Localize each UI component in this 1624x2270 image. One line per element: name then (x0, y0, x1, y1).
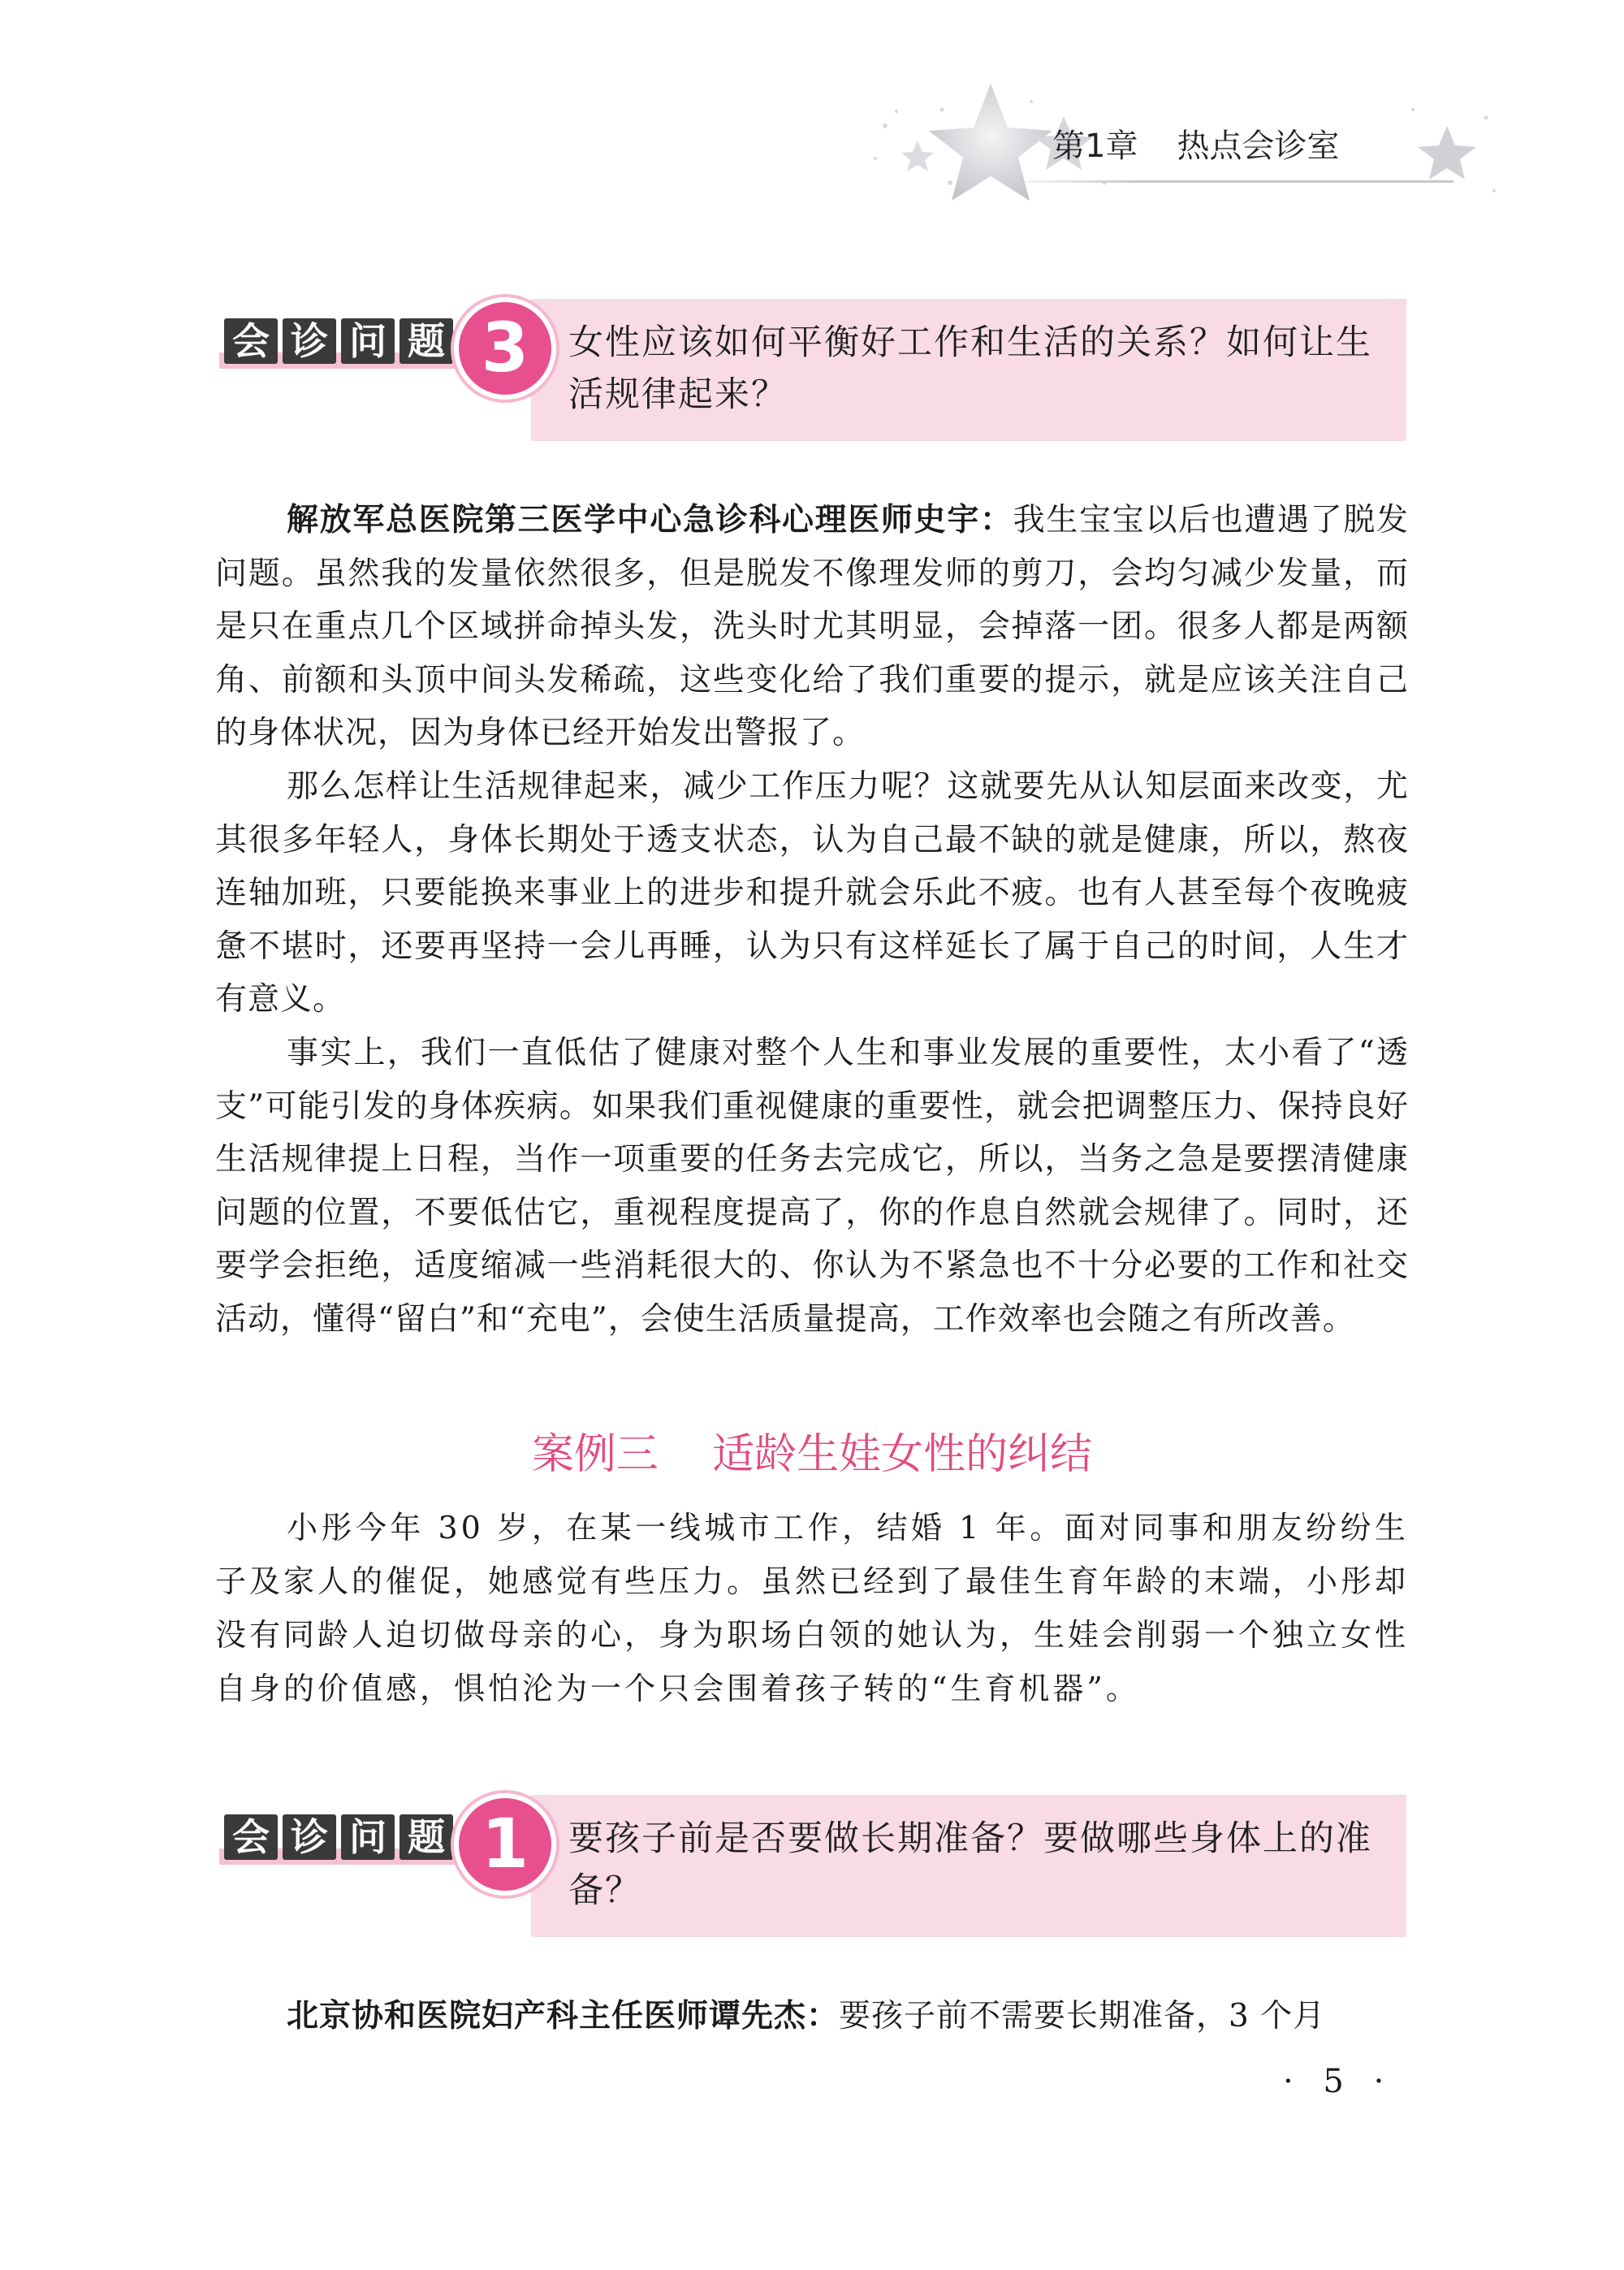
answer-text: 要孩子前不需要长期准备，3 个月 (839, 1998, 1326, 2034)
consult-question-badge (224, 318, 453, 364)
chapter-title: 热点会诊室 (1177, 128, 1340, 165)
badge-char: 诊 (283, 1814, 336, 1860)
question-number: 1 (481, 1804, 529, 1883)
consult-question-1 (213, 1795, 1406, 1937)
badge-char: 问 (341, 1814, 395, 1860)
case-paragraph: 小彤今年 30 岁，在某一线城市工作，结婚 1 年。面对同事和朋友纷纷生子及家人的催促，她感觉有些压力。虽然已经到了最佳生育年龄的末端，小彤却没有同龄人迫切做母亲的心，身为职场白领的她认为，生娃会削弱一个独立女性自身的价值感，惧怕沦为一个只会围着孩子转的“生育机器”。 (215, 1510, 1410, 1706)
badge-char: 问 (341, 318, 395, 364)
case-label: 案例三 (531, 1430, 659, 1479)
badge-char: 题 (400, 1814, 453, 1860)
answer-text: 我生宝宝以后也遭遇了脱发问题。虽然我的发量依然很多，但是脱发不像理发师的剪刀，会均匀减少发量，而是只在重点几个区域拼命掉头发，洗头时尤其明显，会掉落一团。很多人都是两额角、前额和头顶中间头发稀疏，这些变化给了我们重要的提示，就是应该关注自己的身体状况，因为身体已经开始发出警报了。 (215, 502, 1409, 751)
answer-paragraph-1 (215, 494, 1409, 760)
speaker-name: 北京协和医院妇产科主任医师谭先杰： (287, 1998, 840, 2034)
chapter-heading (1052, 120, 1339, 166)
badge-char: 诊 (283, 318, 336, 364)
case-title: 适龄生娃女性的纠结 (712, 1430, 1093, 1479)
consult-question-3 (213, 299, 1406, 441)
page-number: · 5 · (1283, 2063, 1394, 2100)
badge-char: 题 (400, 318, 453, 364)
chapter-label: 第1章 (1052, 128, 1138, 165)
consult-question-badge (224, 1814, 453, 1860)
question-number-circle (459, 302, 551, 395)
speaker-name: 解放军总医院第三医学中心急诊科心理医师史宇： (287, 502, 1013, 538)
badge-char: 会 (224, 1814, 278, 1860)
header-divider (999, 180, 1453, 183)
answer-paragraph-2: 那么怎样让生活规律起来，减少工作压力呢？这就要先从认知层面来改变，尤其很多年轻人，身体长期处于透支状态，认为自己最不缺的就是健康，所以，熬夜连轴加班，只要能换来事业上的进步和提升就会乐此不疲。也有人甚至每个夜晚疲惫不堪时，还要再坚持一会儿再睡，认为只有这样延长了属于自己的时间，人生才有意义。 (215, 768, 1409, 1018)
answer-paragraph-3: 事实上，我们一直低估了健康对整个人生和事业发展的重要性，太小看了“透支”可能引发的身体疾病。如果我们重视健康的重要性，就会把调整压力、保持良好生活规律提上日程，当作一项重要的任务去完成它，所以，当务之急是要摆清健康问题的位置，不要低估它，重视程度提高了，你的作息自然就会规律了。同时，还要学会拒绝，适度缩减一些消耗很大的、你认为不紧急也不十分必要的工作和社交活动，懂得“留白”和“充电”，会使生活质量提高，工作效率也会随之有所改善。 (215, 1035, 1409, 1338)
question-text: 要孩子前是否要做长期准备？要做哪些身体上的准备？ (568, 1818, 1372, 1911)
question-number: 3 (481, 308, 529, 387)
answer-paragraph-q1 (215, 1990, 1409, 2043)
question-number-circle (459, 1798, 551, 1891)
case-heading (0, 1420, 1624, 1481)
badge-char: 会 (224, 318, 278, 364)
question-text: 女性应该如何平衡好工作和生活的关系？如何让生活规律起来？ (568, 322, 1372, 415)
